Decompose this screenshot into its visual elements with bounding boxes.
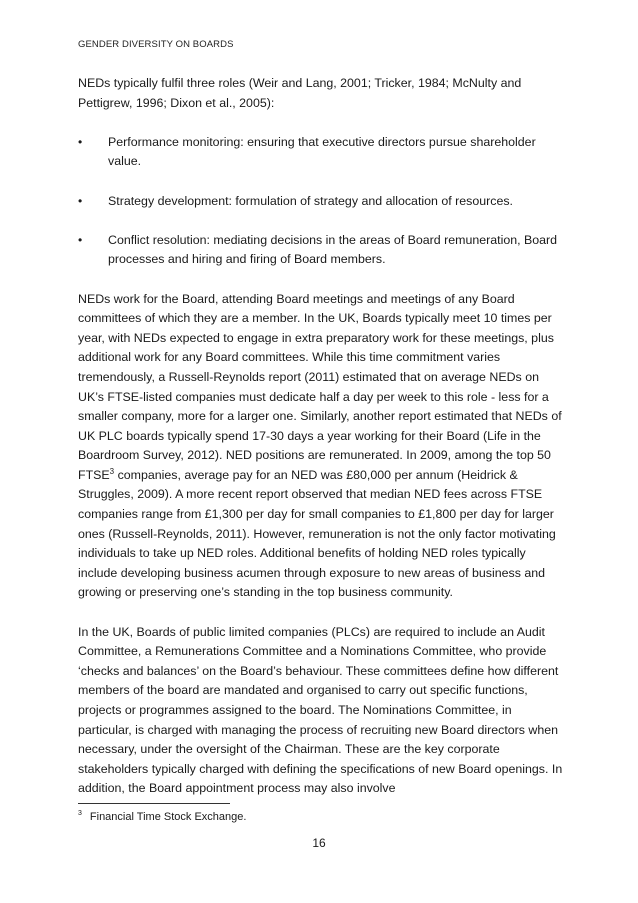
committees-paragraph: In the UK, Boards of public limited companies (PLCs) are required to include an Audit Committee, a Remunerations Committee and a Nominations Committee, who provide ‘checks and balances’ on the Board’s behaviour. These committees define how different members of the board are mandated and organised to carry out specific functions, projects or programmes assigned to the board. The Nominations Committee, in particular, is charged with managing the process of recruiting new Board directors when necessary, under the oversight of the Chairman. These are the key corporate stakeholders typically charged with defining the specifications of new Board openings. In addition, the Board appointment process may also involve	[78, 624, 563, 796]
list-item	[78, 231, 568, 270]
footnote-text: Financial Time Stock Exchange.	[89, 811, 247, 823]
bullet-icon: •	[78, 134, 83, 149]
footnote-marker: 3	[78, 810, 82, 818]
ned-work-text-part1: NEDs work for the Board, attending Board meetings and meetings of any Board committees of which they are a member. In the UK, Boards typically meet 10 times per year, with NEDs expected to engage in extra preparatory work for these meetings, plus additional work for any Board committees. While this time commitment varies tremendously, a Russell-Reynolds report (2011) estimated that on average NEDs on UK’s FTSE-listed companies must dedicate half a day per week to this role - less for a smaller company, more for a larger one. Similarly, another report estimated that NEDs of UK PLC boards typically spend 17-30 days a year working for their Board (Life in the Boardroom Survey, 2012). NED positions are remunerated. In 2009, among the top 50 FTSE	[78, 291, 562, 482]
page-body	[78, 74, 568, 819]
footnote-reference: 3	[109, 466, 115, 476]
roles-list	[78, 133, 568, 270]
page-number: 16	[312, 836, 326, 850]
intro-paragraph: NEDs typically fulfil three roles (Weir and Lang, 2001; Tricker, 1984; McNulty and Pettigrew, 1996; Dixon et al., 2005):	[78, 76, 522, 110]
list-item	[78, 133, 568, 172]
list-item-text: Performance monitoring: ensuring that executive directors pursue shareholder value.	[108, 134, 536, 169]
list-item-text: Strategy development: formulation of strategy and allocation of resources.	[108, 193, 513, 208]
ned-work-text-part2: companies, average pay for an NED was £80,000 per annum (Heidrick & Struggles, 2009). A more recent report observed that median NED fees across FTSE companies range from £1,300 per day for small companies to £1,800 per day for larger ones (Russell-Reynolds, 2011). However, remuneration is not the only factor motivating individuals to take up NED roles. Additional benefits of holding NED roles typically include developing business acumen through exposure to new areas of business and growing or preserving one’s standing in the top business community.	[78, 467, 556, 600]
list-item-text: Conflict resolution: mediating decisions in the areas of Board remuneration, Board processes and hiring and firing of Board members.	[108, 232, 558, 267]
running-header: GENDER DIVERSITY ON BOARDS	[78, 39, 234, 50]
ned-work-paragraph	[78, 290, 568, 604]
bullet-icon: •	[78, 232, 83, 247]
bullet-icon: •	[78, 193, 83, 208]
list-item	[78, 192, 568, 212]
footnote	[78, 810, 246, 824]
footnote-divider	[78, 803, 230, 804]
